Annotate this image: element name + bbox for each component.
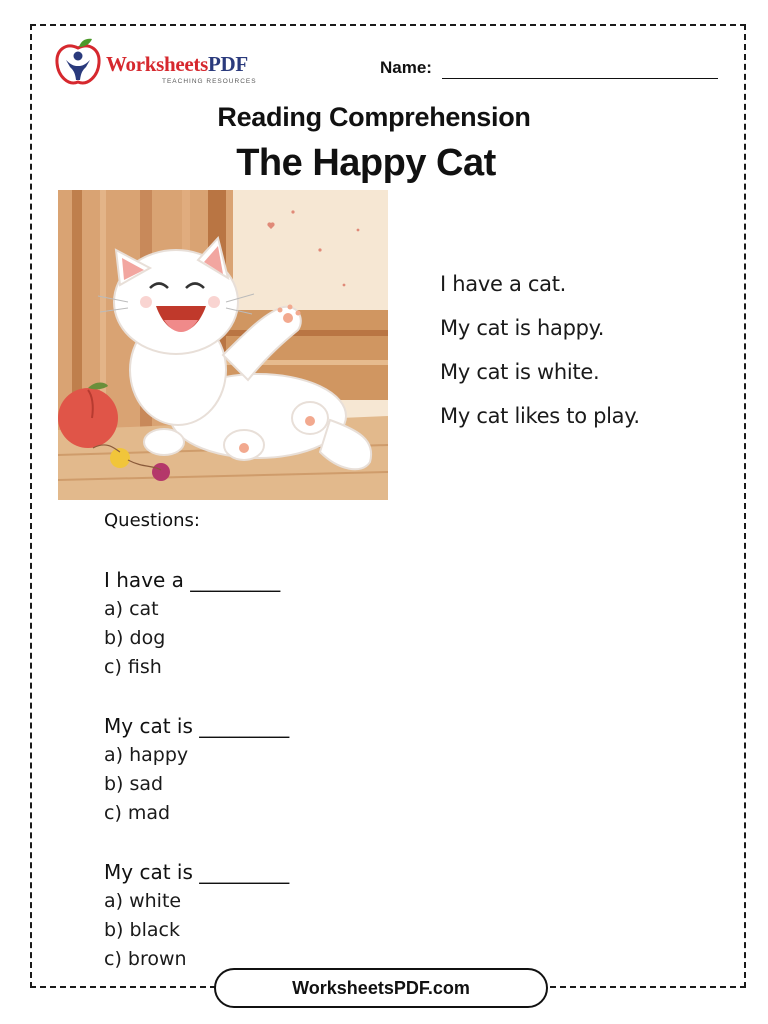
brand-logo[interactable]	[52, 36, 272, 92]
question-2	[104, 712, 464, 828]
answer-option[interactable]: c) brown	[104, 948, 187, 970]
answer-option[interactable]: a) white	[104, 890, 182, 912]
story-line: My cat likes to play.	[440, 404, 640, 428]
answer-option[interactable]: c) fish	[104, 656, 162, 678]
question-prompt: My cat is _________	[104, 714, 290, 738]
apple-logo-icon	[52, 36, 104, 88]
question-1	[104, 566, 464, 682]
answer-option[interactable]: c) mad	[104, 802, 171, 824]
story-line: My cat is white.	[440, 360, 600, 384]
name-field[interactable]	[380, 58, 720, 82]
questions-heading: Questions:	[104, 510, 200, 531]
answer-option[interactable]: b) sad	[104, 773, 164, 795]
answer-option[interactable]: b) black	[104, 919, 180, 941]
story-line: My cat is happy.	[440, 316, 605, 340]
page-title: The Happy Cat	[236, 142, 496, 184]
name-label: Name:	[380, 58, 432, 77]
question-prompt: I have a _________	[104, 568, 281, 592]
question-3	[104, 858, 464, 974]
story-line: I have a cat.	[440, 272, 567, 296]
answer-option[interactable]: a) cat	[104, 598, 159, 620]
footer-site-link[interactable]: WorksheetsPDF.com	[214, 968, 548, 1008]
name-blank-line[interactable]	[442, 78, 718, 79]
answer-option[interactable]: a) happy	[104, 744, 189, 766]
question-prompt: My cat is _________	[104, 860, 290, 884]
story-text	[440, 262, 740, 438]
brand-tagline: TEACHING RESOURCES	[162, 78, 257, 85]
brand-wordmark: WorksheetsPDF	[106, 52, 248, 76]
answer-option[interactable]: b) dog	[104, 627, 166, 649]
page-subtitle: Reading Comprehension	[217, 102, 531, 132]
happy-cat-illustration	[58, 190, 388, 500]
